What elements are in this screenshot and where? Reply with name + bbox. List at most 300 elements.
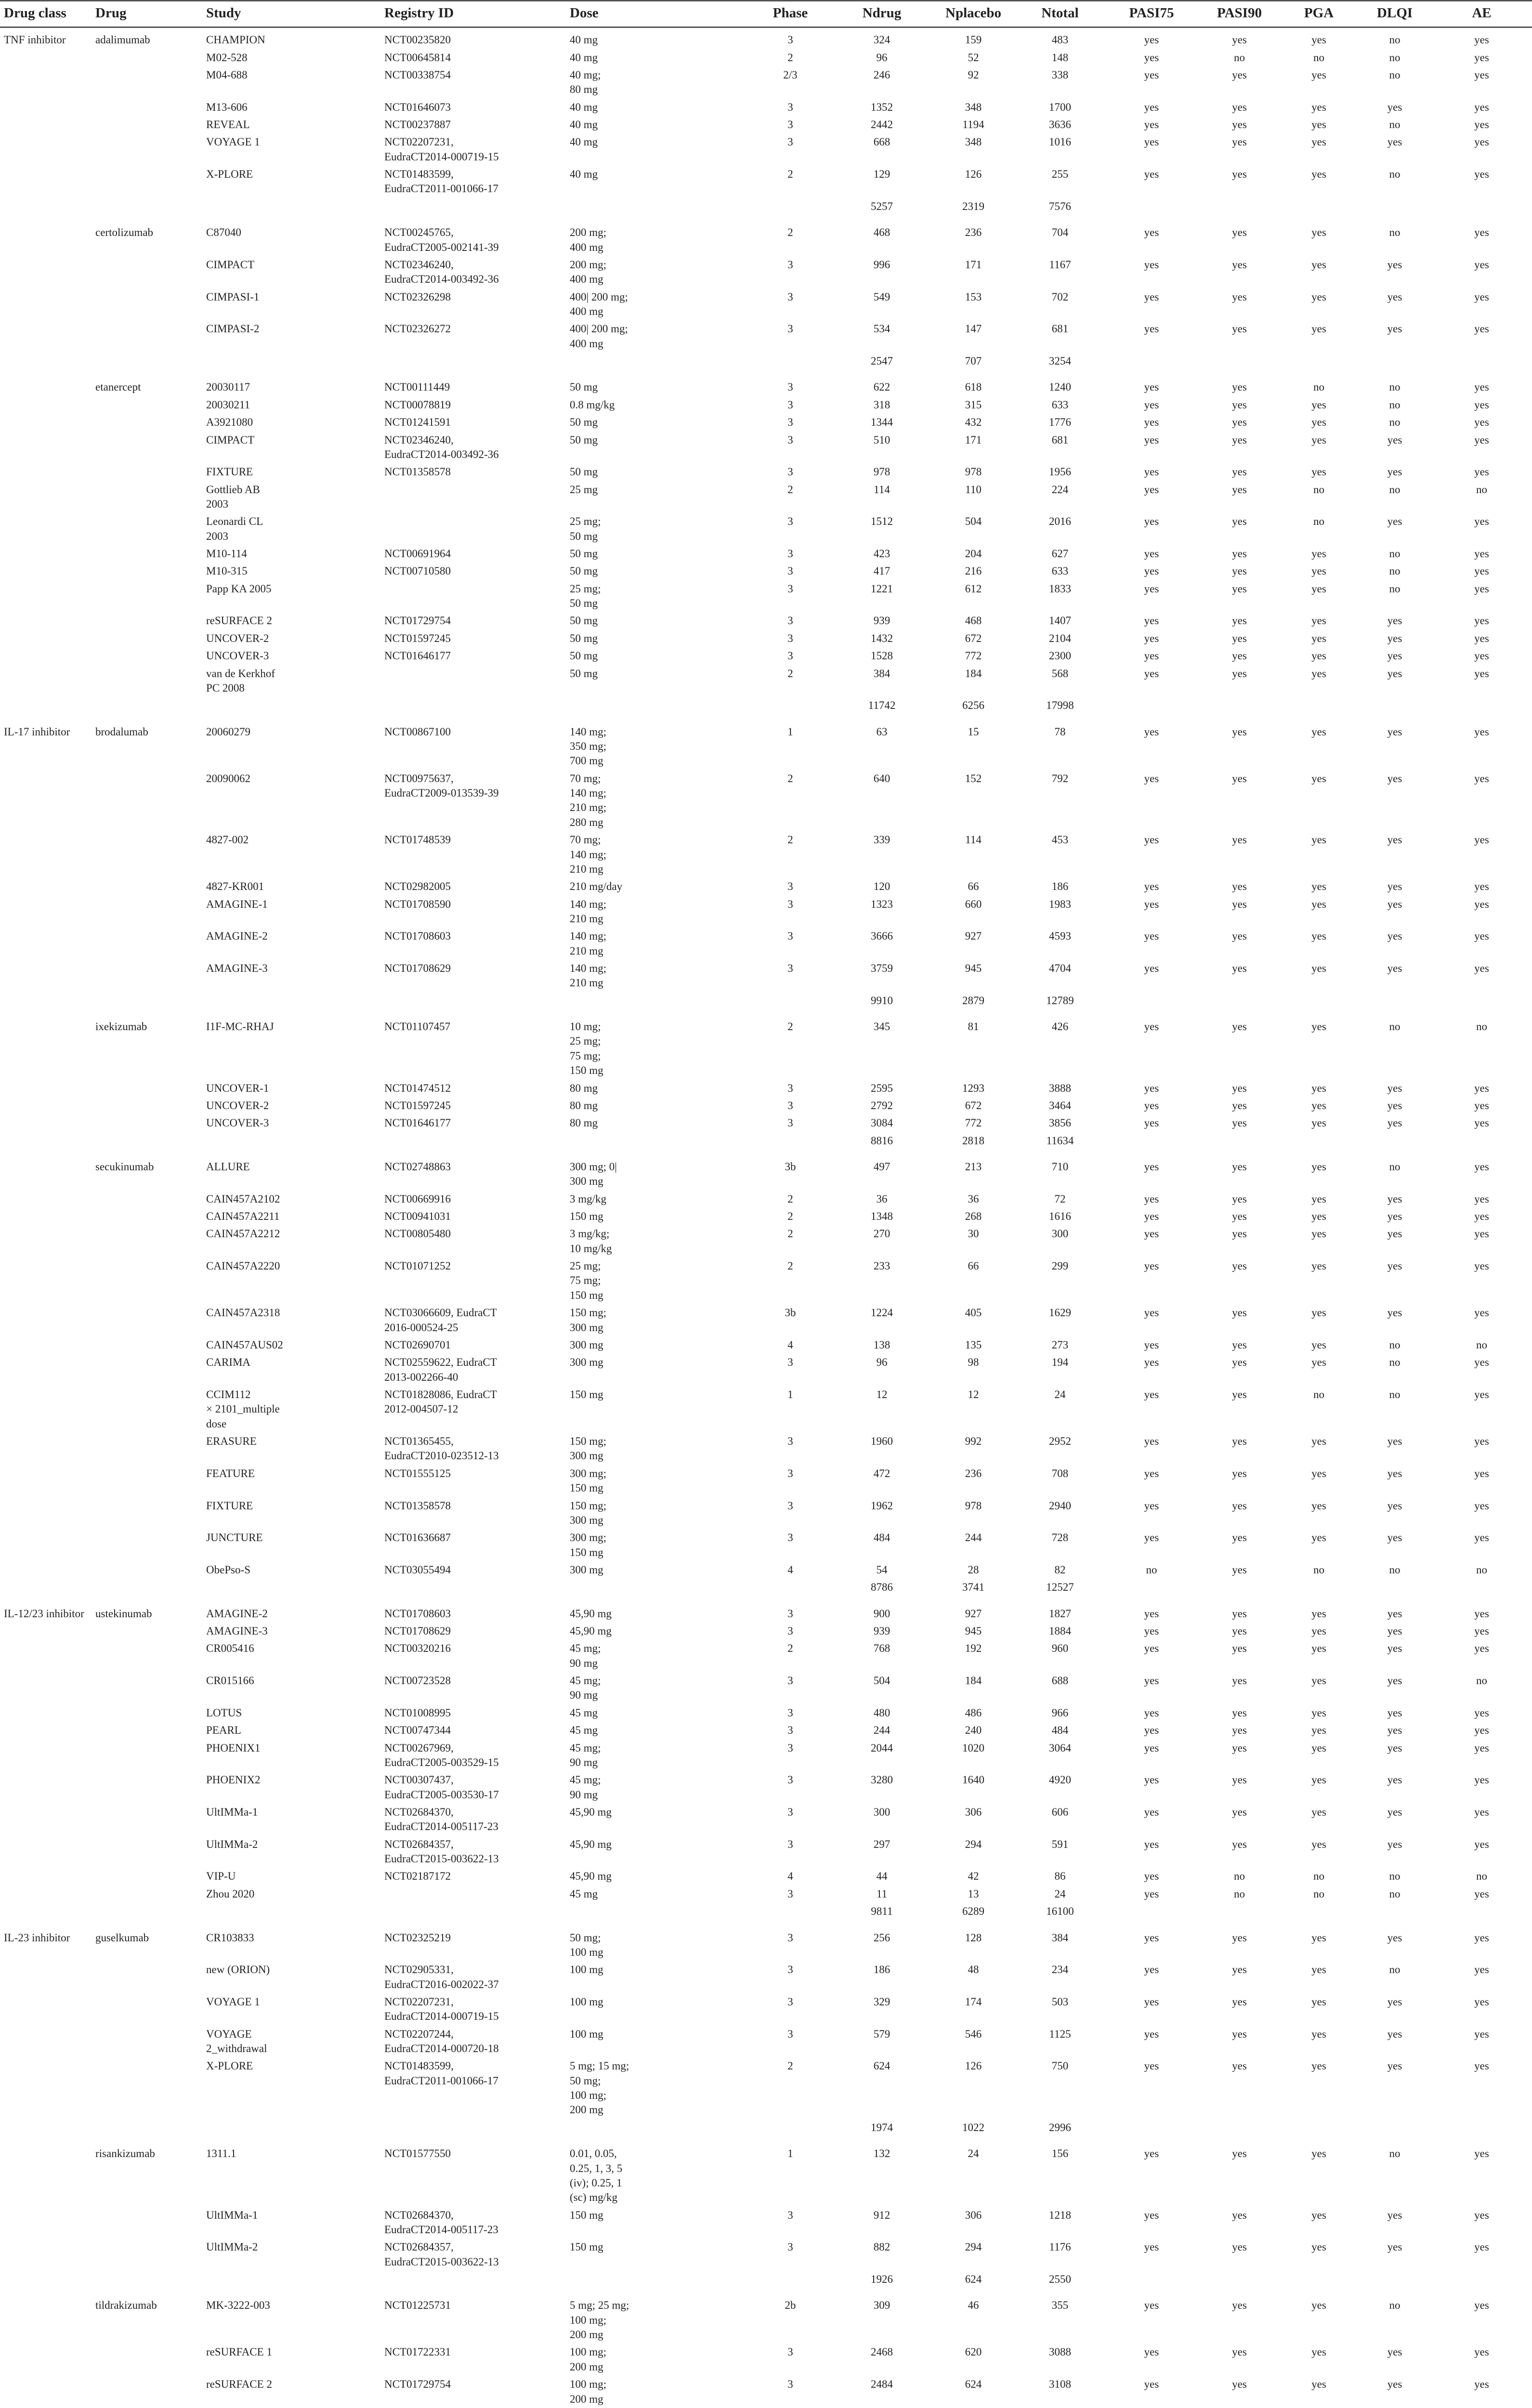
phase-cell: 4 [787,1870,793,1883]
dlqi-cell: no [1389,1356,1401,1369]
registry-cell: NCT01708603 [384,1607,451,1620]
ae-cell: yes [1474,1388,1489,1400]
dose-cell: 150 mg; 300 mg [570,1435,607,1462]
n-placebo-cell: 24 [968,2147,979,2160]
pasi90-cell: yes [1232,1963,1247,1976]
drug-cell [92,396,202,414]
pasi75-cell: yes [1144,898,1159,910]
drug-class-cell [0,612,92,629]
pasi90-cell: yes [1232,1117,1247,1129]
registry-cell: NCT01483599, EudraCT2011-001066-17 [384,2060,498,2087]
study-cell: CAIN457A2220 [206,1260,280,1272]
pasi90-cell: yes [1232,2147,1247,2160]
table-row [0,665,1532,697]
phase-cell: 3 [787,898,793,910]
dlqi-cell: yes [1387,2346,1402,2358]
table-row [0,1561,1532,1579]
n-total-cell: 484 [1051,1724,1069,1737]
n-drug-cell: 233 [873,1260,890,1272]
ae-cell: yes [1474,1642,1489,1655]
registry-cell: NCT02326272 [384,323,451,335]
n-drug-cell: 5257 [871,200,893,212]
phase-cell: 3 [787,632,793,644]
dose-cell: 150 mg [570,2241,603,2253]
table-row [0,1354,1532,1386]
dlqi-cell [1358,1132,1430,1155]
n-drug-cell: 468 [873,226,890,239]
drug-class-cell [0,2376,92,2408]
phase-cell: 3 [787,1625,793,1637]
registry-cell: NCT02207244, EudraCT2014-000720-18 [384,2028,499,2055]
n-placebo-cell: 1020 [962,1741,984,1754]
pga-cell: yes [1311,101,1326,113]
pasi75-cell: yes [1144,1887,1159,1900]
pga-cell: yes [1311,1774,1326,1786]
study-cell: CIMPASI-1 [206,290,260,303]
n-drug-cell: 768 [873,1642,890,1655]
n-total-cell: 3636 [1049,118,1071,131]
dose-cell: 45 mg; 90 mg [570,1741,601,1768]
pasi75-cell: yes [1144,416,1159,429]
n-placebo-cell: 147 [965,323,982,335]
table-row [0,1097,1532,1114]
ae-cell: yes [1474,136,1489,148]
pasi75-cell: yes [1144,2060,1159,2072]
phase-cell: 4 [787,1563,793,1576]
dlqi-cell: yes [1387,1931,1402,1944]
pasi75-cell: no [1146,1563,1157,1576]
n-total-cell: 1700 [1049,101,1071,113]
n-placebo-cell: 159 [965,34,982,46]
dlqi-cell: no [1389,2299,1401,2312]
registry-cell: NCT00237887 [384,118,451,131]
n-placebo-cell: 184 [965,1675,982,1687]
study-cell: CAIN457A2102 [206,1192,280,1205]
dose-cell: 5 mg; 15 mg; 50 mg; 100 mg; 200 mg [570,2060,629,2116]
pasi90-cell: yes [1232,1675,1247,1687]
n-placebo-cell: 36 [968,1192,979,1205]
table-row [0,166,1532,198]
pasi75-cell: yes [1144,667,1159,680]
pasi90-cell: yes [1232,258,1247,271]
drug-cell [92,1208,202,1225]
pga-cell: yes [1311,1963,1326,1976]
drug-class-cell [0,878,92,895]
registry-cell: NCT00723528 [384,1675,451,1687]
n-placebo-cell: 240 [965,1724,982,1737]
pga-cell: yes [1311,1467,1326,1479]
drug-class-cell [0,992,92,1015]
pasi75-cell: yes [1144,1160,1159,1173]
table-row [0,563,1532,580]
dose-cell: 40 mg [570,101,598,113]
dose-cell: 50 mg [570,565,598,577]
ae-cell [1430,697,1532,720]
n-placebo-cell: 992 [965,1435,982,1448]
pasi75-cell: yes [1144,1356,1159,1369]
n-total-cell: 3254 [1049,355,1071,367]
phase-cell: 3 [787,1741,793,1754]
registry-cell: NCT01708629 [384,1625,451,1637]
table-row [0,770,1532,831]
drug-class-cell [0,2142,92,2206]
ae-cell: yes [1474,258,1489,271]
pga-cell: yes [1311,168,1326,181]
drug-class-cell [0,133,92,166]
pasi90-cell: yes [1232,118,1247,131]
n-drug-cell: 9910 [871,994,893,1007]
n-total-cell: 2940 [1049,1499,1071,1512]
header-ae: AE [1430,1,1532,27]
drug-cell: secukinumab [95,1160,154,1173]
ae-cell: yes [1474,323,1489,335]
drug-cell [92,116,202,133]
n-total-cell: 7576 [1049,200,1071,212]
pasi75-cell: yes [1144,2028,1159,2040]
pga-cell: yes [1311,466,1326,478]
n-placebo-cell: 504 [965,515,982,528]
dose-cell: 140 mg; 210 mg [570,930,607,957]
drug-class-cell [0,2293,92,2343]
dose-cell: 100 mg; 200 mg [570,2346,607,2373]
n-drug-cell: 939 [873,615,890,627]
pasi90-cell: yes [1232,1260,1247,1272]
ae-cell: yes [1474,615,1489,627]
pga-cell: yes [1311,1435,1326,1448]
pga-cell [1279,1132,1358,1155]
ae-cell: yes [1474,650,1489,662]
pga-cell: yes [1311,226,1326,239]
pga-cell: yes [1311,1625,1326,1637]
pga-cell: yes [1311,1931,1326,1944]
n-placebo-cell: 2319 [962,200,984,212]
registry-cell: NCT01358578 [384,1499,451,1512]
registry-cell [380,1579,566,1601]
study-cell: CAIN457A2212 [206,1228,280,1240]
phase-cell: 2 [787,772,793,785]
pasi75-cell: yes [1144,1806,1159,1818]
pasi75-cell: yes [1144,2378,1159,2391]
n-total-cell: 2016 [1049,515,1071,528]
n-placebo-cell: 153 [965,290,982,303]
pasi75-cell: yes [1144,258,1159,271]
drug-class-cell [0,1257,92,1304]
pasi90-cell [1199,2271,1279,2293]
phase-cell: 2 [787,834,793,846]
pasi90-cell: yes [1232,834,1247,846]
phase-cell: 3 [787,34,793,46]
drug-cell [92,2207,202,2239]
header-dlqi: DLQI [1358,1,1430,27]
n-total-cell: 72 [1054,1192,1066,1205]
ae-cell: yes [1474,51,1489,64]
n-placebo-cell: 672 [965,632,982,644]
study-cell: M10-114 [206,548,247,560]
dose-cell: 45 mg [570,1887,598,1900]
dose-cell [566,2119,746,2142]
ae-cell: yes [1474,515,1489,528]
n-drug-cell: 472 [873,1467,890,1479]
table-row [0,960,1532,992]
registry-cell: NCT02346240, EudraCT2014-003492-36 [384,258,499,286]
n-drug-cell: 2468 [871,2346,893,2358]
n-placebo-cell: 204 [965,548,982,560]
study-cell: VOYAGE 1 [206,136,260,148]
registry-cell: NCT01646177 [384,650,451,662]
header-n-drug: Ndrug [833,1,930,27]
pasi90-cell: yes [1232,1563,1247,1576]
dlqi-cell: yes [1387,1499,1402,1512]
drug-cell [92,960,202,992]
pasi75-cell: yes [1144,582,1159,595]
pasi90-cell: yes [1232,433,1247,446]
table-row [0,414,1532,431]
registry-cell [380,2271,566,2293]
pasi75-cell [1103,1579,1199,1601]
phase-cell: 2 [787,51,793,64]
table-row [0,116,1532,133]
n-total-cell: 82 [1054,1563,1066,1576]
table-row [0,1672,1532,1704]
phase-cell: 3 [787,1995,793,2008]
dose-cell: 400| 200 mg; 400 mg [570,323,628,350]
table-row [0,1191,1532,1208]
dose-cell: 210 mg/day [570,880,623,893]
phase-cell: 1 [787,2147,793,2160]
registry-cell [380,2119,566,2142]
n-drug-cell: 12 [876,1388,888,1400]
phase-cell: 2b [785,2299,796,2312]
dlqi-cell: no [1389,226,1401,239]
registry-cell: NCT00867100 [384,725,451,738]
study-cell: M13-606 [206,101,248,113]
ae-cell: yes [1474,1531,1489,1544]
ae-cell: no [1476,1675,1487,1687]
ae-cell: yes [1474,1838,1489,1850]
study-cell: CIMPACT [206,258,255,271]
n-placebo-cell: 927 [965,1607,982,1620]
n-placebo-cell: 15 [968,725,979,738]
study-cell: 4827-002 [206,834,249,846]
n-drug-cell: 534 [873,323,890,335]
study-cell: CR015166 [206,1675,254,1687]
dlqi-cell: yes [1387,466,1402,478]
pasi90-cell: yes [1232,615,1247,627]
pga-cell: no [1313,381,1324,393]
drug-class-cell [0,1740,92,1772]
n-drug-cell: 96 [876,51,888,64]
ae-cell: yes [1474,2378,1489,2391]
ae-cell: yes [1474,1099,1489,1112]
n-drug-cell: 2484 [871,2378,893,2391]
dose-cell: 150 mg [570,1388,603,1400]
drug-class-cell [0,432,92,464]
pga-cell: yes [1311,2028,1326,2040]
pga-cell: yes [1311,548,1326,560]
phase-cell: 3 [787,2241,793,2253]
ae-cell: yes [1474,1356,1489,1369]
ae-cell: yes [1474,68,1489,81]
table-row [0,1640,1532,1672]
phase-cell: 3 [787,2378,793,2391]
registry-cell: NCT00747344 [384,1724,451,1737]
n-total-cell: 12789 [1046,994,1074,1007]
n-placebo-cell: 978 [965,1499,982,1512]
drug-class-cell [0,66,92,99]
pasi75-cell: yes [1144,1724,1159,1737]
pasi90-cell: yes [1232,1995,1247,2008]
study-cell: AMAGINE-3 [206,962,268,975]
n-drug-cell: 8816 [871,1134,893,1147]
registry-cell: NCT02684370, EudraCT2014-005117-23 [384,2209,498,2236]
pga-cell [1279,697,1358,720]
pga-cell: yes [1311,1607,1326,1620]
pasi75-cell: yes [1144,118,1159,131]
dlqi-cell: no [1389,548,1401,560]
n-drug-cell: 300 [873,1806,890,1818]
phase-cell: 2 [787,1260,793,1272]
study-cell: AMAGINE-3 [206,1625,268,1637]
n-placebo-cell: 2879 [962,994,984,1007]
n-drug-cell: 3084 [871,1117,893,1129]
table-body [0,27,1532,2408]
dose-cell: 45 mg; 90 mg [570,1675,601,1701]
pasi90-cell: yes [1232,515,1247,528]
n-placebo-cell: 244 [965,1531,982,1544]
n-total-cell: 3108 [1049,2378,1071,2391]
n-drug-cell: 186 [873,1963,890,1976]
n-placebo-cell: 236 [965,1467,982,1479]
n-total-cell: 1218 [1049,2209,1071,2221]
table-row [0,928,1532,960]
study-cell: UNCOVER-1 [206,1082,269,1094]
registry-cell: NCT02690701 [384,1338,451,1351]
phase-cell: 2 [787,1642,793,1655]
drug-class-cell [0,665,92,697]
n-placebo-cell: 348 [965,101,982,113]
registry-cell: NCT01597245 [384,1099,451,1112]
ae-cell: no [1476,1870,1487,1883]
dlqi-cell: yes [1387,1706,1402,1719]
n-placebo-cell: 48 [968,1963,979,1976]
header-pga: PGA [1279,1,1358,27]
n-placebo-cell: 468 [965,615,982,627]
dose-cell: 200 mg; 400 mg [570,226,607,253]
n-placebo-cell: 92 [968,68,979,81]
n-total-cell: 78 [1054,725,1066,738]
pga-cell: yes [1311,1724,1326,1737]
n-placebo-cell: 6256 [962,699,984,712]
drug-class-cell [0,630,92,647]
drug-class-cell [0,99,92,116]
n-drug-cell: 978 [873,466,890,478]
phase-cell: 3 [787,1356,793,1369]
drug-class-cell [0,1804,92,1836]
drug-cell [92,1561,202,1579]
n-total-cell: 3088 [1049,2346,1071,2358]
registry-cell: NCT00235820 [384,34,451,46]
pasi75-cell: yes [1144,168,1159,181]
table-row [0,221,1532,256]
registry-cell [380,198,566,221]
dlqi-cell: yes [1387,1625,1402,1637]
pasi90-cell: yes [1232,2060,1247,2072]
n-placebo-cell: 660 [965,898,982,910]
dose-cell: 25 mg [570,483,598,496]
ae-cell: yes [1474,118,1489,131]
dose-cell: 150 mg [570,2209,603,2221]
ae-cell: yes [1474,1467,1489,1479]
phase-cell: 3 [787,515,793,528]
drug-cell [92,1804,202,1836]
dose-cell: 40 mg; 80 mg [570,68,601,96]
ae-cell: yes [1474,1741,1489,1754]
drug-class-cell [0,1561,92,1579]
dlqi-cell: yes [1387,2209,1402,2221]
registry-cell: NCT00805480 [384,1228,451,1240]
dlqi-cell: yes [1387,1642,1402,1655]
drug-class-cell [0,198,92,221]
n-placebo-cell: 1194 [962,118,984,131]
n-total-cell: 966 [1051,1706,1069,1719]
study-cell: 20060279 [206,725,250,738]
phase-cell: 3 [787,1435,793,1448]
table-row [0,1885,1532,1903]
dose-cell: 300 mg [570,1563,603,1576]
dose-cell: 40 mg [570,136,598,148]
ae-cell [1430,353,1532,375]
phase-cell: 4 [787,1338,793,1351]
drug-class-cell [0,1497,92,1530]
phase-cell: 3 [787,1099,793,1112]
n-total-cell: 503 [1051,1995,1069,2008]
phase-cell: 3b [785,1160,796,1173]
dose-cell: 100 mg [570,1963,603,1976]
pasi90-cell: yes [1232,1021,1247,1033]
drug-cell [92,580,202,613]
dlqi-cell: yes [1387,1228,1402,1240]
drug-cell [92,545,202,563]
pga-cell: yes [1311,1082,1326,1094]
dlqi-cell: no [1389,1160,1401,1173]
ae-cell [1430,2271,1532,2293]
n-total-cell: 2952 [1049,1435,1071,1448]
study-cell: CAIN457AUS02 [206,1338,283,1351]
header-phase: Phase [746,1,833,27]
drug-class-cell [0,1771,92,1804]
drug-cell [92,1465,202,1497]
ae-cell: yes [1474,2060,1489,2072]
dlqi-cell: no [1389,34,1401,46]
drug-cell [92,166,202,198]
drug-cell [92,1433,202,1465]
pga-cell: yes [1311,2299,1326,2312]
table-row [0,2207,1532,2239]
registry-cell: NCT00669916 [384,1192,451,1205]
study-cell: 4827-KR001 [206,880,264,893]
n-placebo-cell: 171 [965,258,982,271]
drug-class-cell [0,563,92,580]
drug-class-cell [0,396,92,414]
phase-cell: 2 [787,168,793,181]
dose-cell [566,992,746,1015]
pga-cell: yes [1311,1806,1326,1818]
pga-cell: yes [1311,898,1326,910]
drug-cell [92,463,202,481]
study-cell: JUNCTURE [206,1531,263,1544]
dlqi-cell: yes [1387,880,1402,893]
study-cell [202,198,380,221]
